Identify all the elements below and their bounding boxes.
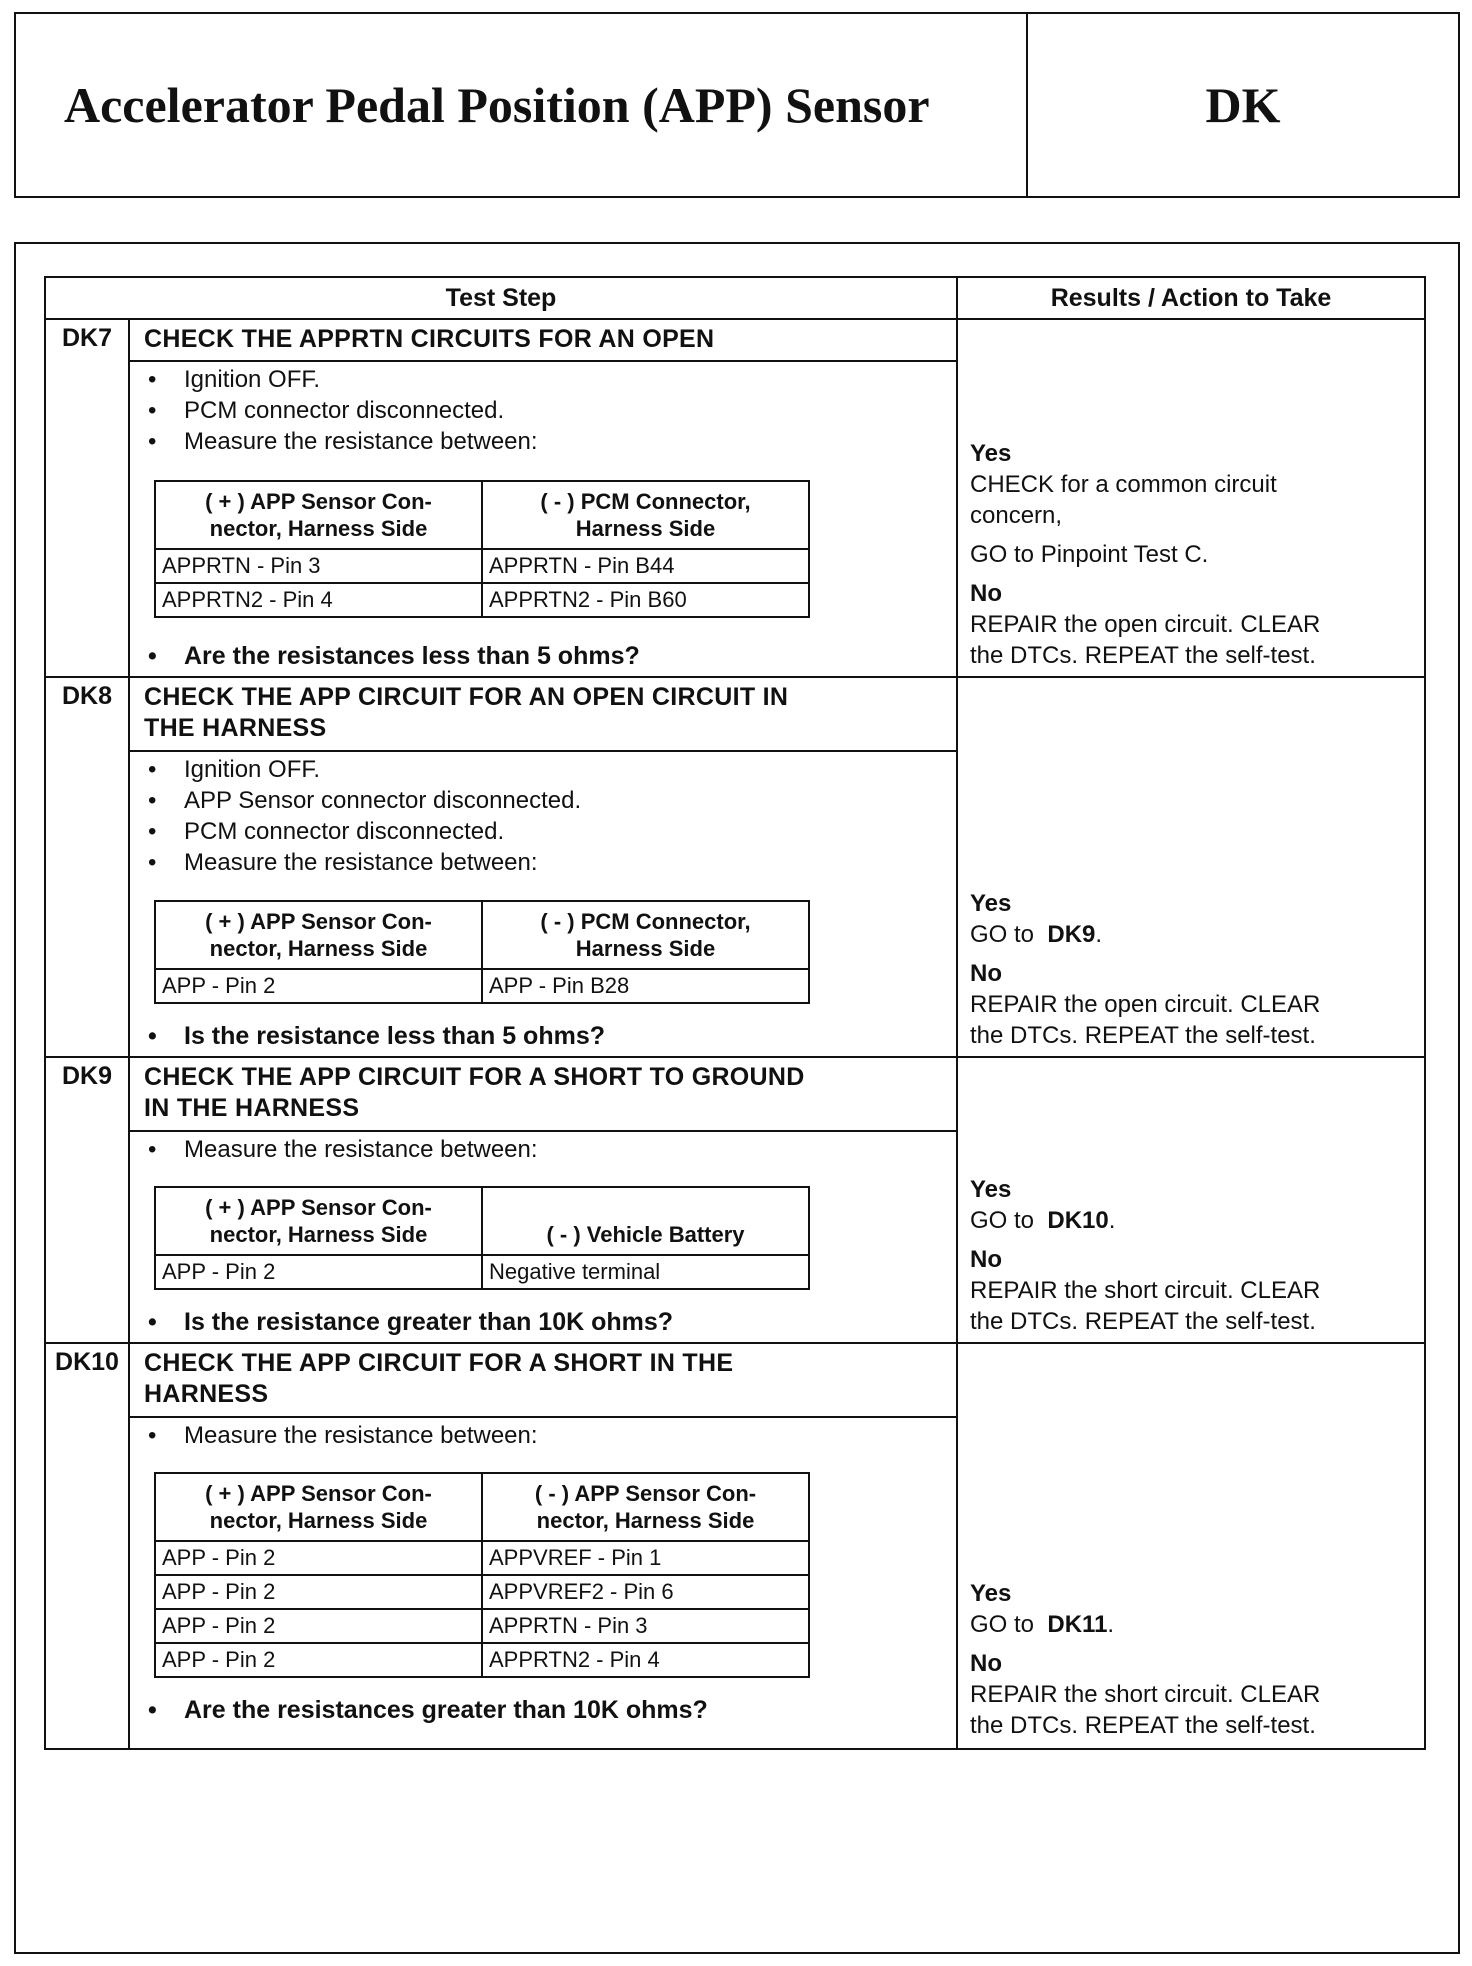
no-label: No: [970, 580, 1002, 607]
meas-header-negative: ( - ) PCM Connector, Harness Side: [482, 901, 809, 969]
yes-label: Yes: [970, 1176, 1012, 1203]
instructions-dk7: [144, 364, 538, 457]
no-label: No: [970, 960, 1002, 987]
instructions-dk8: [144, 754, 581, 878]
table-row: APPRTN2 - Pin 4 APPRTN2 - Pin B60: [155, 583, 809, 617]
step-id-dk8: DK8: [61, 682, 112, 710]
table-row: APP - Pin 2 APPRTN2 - Pin 4: [155, 1643, 809, 1677]
list-item: • PCM connector disconnected.: [144, 816, 581, 847]
yes-label: Yes: [970, 1580, 1012, 1607]
list-item: • Measure the resistance between:: [144, 1134, 538, 1165]
step-id-dk10: DK10: [55, 1348, 119, 1376]
no-label: No: [970, 1650, 1002, 1677]
list-item: • Measure the resistance between:: [144, 1420, 538, 1451]
meas-header-positive: ( + ) APP Sensor Con- nector, Harness Side: [155, 1187, 482, 1255]
meas-header-positive: ( + ) APP Sensor Con- nector, Harness Side: [155, 901, 482, 969]
table-row: APPRTN - Pin 3 APPRTN - Pin B44: [155, 549, 809, 583]
result-dk8: Yes GO to DK9. No REPAIR the open circuit. CLEAR the DTCs. REPEAT the self-test.: [970, 888, 1390, 1051]
title-rule-dk7: [128, 360, 958, 362]
table-row: APP - Pin 2 Negative terminal: [155, 1255, 809, 1289]
step-rule-dk8: [46, 1056, 1424, 1058]
result-dk7: Yes CHECK for a common circuit concern, GO to Pinpoint Test C. No REPAIR the open circuit. CLEAR the DTCs. REPEAT the self-test.: [970, 438, 1390, 671]
id-column-divider: [128, 320, 130, 1748]
question-dk8: • Is the resistance less than 5 ohms?: [144, 1022, 605, 1051]
header-rule: [46, 318, 1424, 320]
step-id-dk9: DK9: [61, 1062, 112, 1090]
instructions-dk9: [144, 1134, 538, 1165]
table-row: APP - Pin 2 APPVREF2 - Pin 6: [155, 1575, 809, 1609]
title-rule-dk8: [128, 750, 958, 752]
yes-label: Yes: [970, 440, 1012, 467]
table-row: APP - Pin 2 APPVREF - Pin 1: [155, 1541, 809, 1575]
no-label: No: [970, 1246, 1002, 1273]
result-dk9: Yes GO to DK10. No REPAIR the short circuit. CLEAR the DTCs. REPEAT the self-test.: [970, 1174, 1390, 1337]
header-box: [14, 12, 1460, 198]
step-id-dk7: DK7: [61, 324, 112, 352]
step-title-dk10: CHECK THE APP CIRCUIT FOR A SHORT IN THE HARNESS: [144, 1349, 734, 1408]
question-dk10: • Are the resistances greater than 10K ohms?: [144, 1696, 708, 1725]
column-header-test-step: Test Step: [445, 284, 557, 312]
meas-header-positive: ( + ) APP Sensor Con- nector, Harness Side: [155, 481, 482, 549]
list-item: • APP Sensor connector disconnected.: [144, 785, 581, 816]
list-item: • PCM connector disconnected.: [144, 395, 538, 426]
step-title-dk7: [144, 324, 714, 355]
meas-header-positive: ( + ) APP Sensor Con- nector, Harness Side: [155, 1473, 482, 1541]
list-item: • Measure the resistance between:: [144, 847, 581, 878]
test-step-table: [44, 276, 1426, 1750]
table-row: APP - Pin 2 APPRTN - Pin 3: [155, 1609, 809, 1643]
question-dk9: • Is the resistance greater than 10K ohms?: [144, 1308, 673, 1337]
title-rule-dk10: [128, 1416, 958, 1418]
list-item: • Ignition OFF.: [144, 754, 581, 785]
title-rule-dk9: [128, 1130, 958, 1132]
step-title-dk8: CHECK THE APP CIRCUIT FOR AN OPEN CIRCUIT IN THE HARNESS: [144, 683, 789, 742]
result-dk10: Yes GO to DK11. No REPAIR the short circuit. CLEAR the DTCs. REPEAT the self-test.: [970, 1578, 1390, 1741]
column-header-results: Results / Action to Take: [1050, 284, 1332, 312]
step-title-dk9: CHECK THE APP CIRCUIT FOR A SHORT TO GROUND IN THE HARNESS: [144, 1063, 805, 1122]
meas-header-negative: ( - ) APP Sensor Con- nector, Harness Side: [482, 1473, 809, 1541]
list-item: • Ignition OFF.: [144, 364, 538, 395]
meas-header-negative: ( - ) Vehicle Battery: [482, 1187, 809, 1255]
question-dk7: • Are the resistances less than 5 ohms?: [144, 642, 640, 671]
measurement-table-dk10: [154, 1472, 810, 1678]
page-title: Accelerator Pedal Position (APP) Sensor: [64, 77, 930, 133]
instructions-dk10: [144, 1420, 538, 1451]
measurement-table-dk7: [154, 480, 810, 618]
meas-header-negative: ( - ) PCM Connector, Harness Side: [482, 481, 809, 549]
measurement-table-dk9: [154, 1186, 810, 1290]
table-row: APP - Pin 2 APP - Pin B28: [155, 969, 809, 1003]
step-rule-dk7: [46, 676, 1424, 678]
section-code: DK: [1205, 77, 1281, 133]
step-title-line: CHECK THE APPRTN CIRCUITS FOR AN OPEN: [144, 325, 715, 353]
yes-label: Yes: [970, 890, 1012, 917]
list-item: • Measure the resistance between:: [144, 426, 538, 457]
results-column-divider: [956, 278, 958, 1748]
step-rule-dk9: [46, 1342, 1424, 1344]
measurement-table-dk8: [154, 900, 810, 1004]
